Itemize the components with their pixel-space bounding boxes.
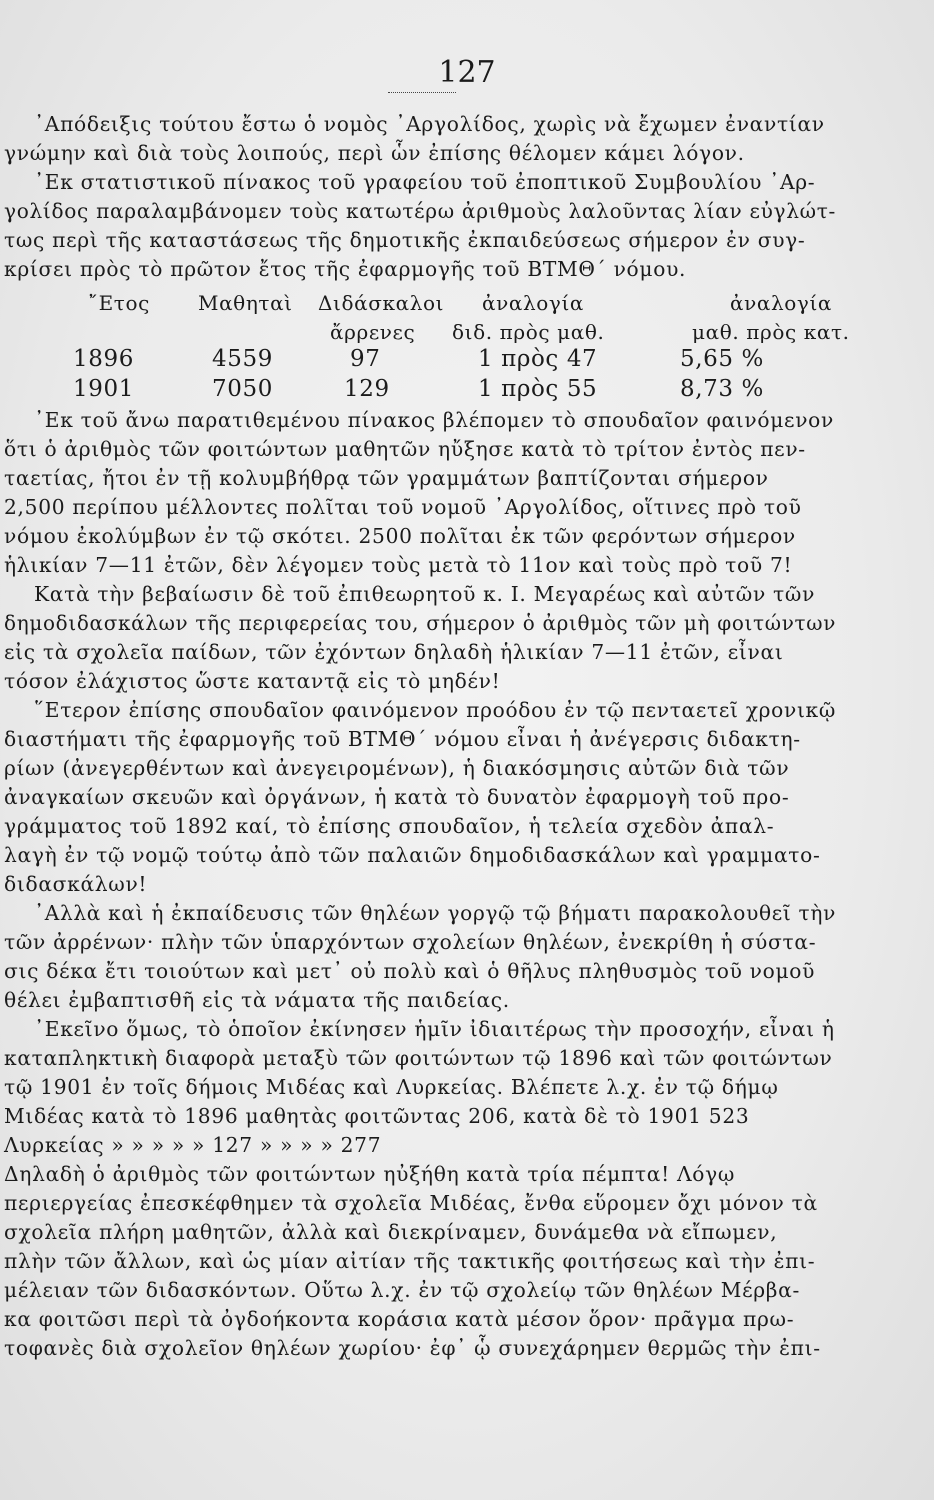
text-line: μέλειαν τῶν διδασκόντων. Οὕτω λ.χ. ἐν τῷ σχολείῳ τῶν θηλέων Μέρβα- (4, 1278, 801, 1302)
text-line: καταπληκτικὴ διαφορὰ μεταξὺ τῶν φοιτώντων τῷ 1896 καὶ τῶν φοιτώντων (4, 1046, 833, 1070)
text-line: γράμματος τοῦ 1892 καί, τὸ ἐπίσης σπουδαῖον, ἡ τελεία σχεδὸν ἀπαλ- (4, 814, 775, 838)
text-line: θέλει ἐμβαπτισθῆ εἰς τὰ νάματα τῆς παιδείας. (4, 988, 510, 1012)
text-line: εἰς τὰ σχολεῖα παίδων, τῶν ἐχόντων δηλαδὴ ἡλικίαν 7—11 ἐτῶν, εἶναι (4, 640, 784, 664)
table-cell: 4559 (212, 346, 273, 372)
text-line: σις δέκα ἔτι τοιούτων καὶ μετ᾿ οὐ πολὺ καὶ ὁ θῆλυς πληθυσμὸς τοῦ νομοῦ (4, 959, 816, 983)
text-line: Κατὰ τὴν βεβαίωσιν δὲ τοῦ ἐπιθεωρητοῦ κ. Ι. Μεγαρέως καὶ αὐτῶν τῶν (34, 582, 816, 606)
text-line: κα φοιτῶσι περὶ τὰ ὀγδοήκοντα κοράσια κατὰ μέσον ὅρον· πρᾶγμα πρω- (4, 1307, 795, 1331)
table-subheader-teacher-ratio: διδ. πρὸς μαθ. (452, 320, 605, 344)
text-line: ὅτι ὁ ἀριθμὸς τῶν φοιτώντων μαθητῶν ηὔξησε κατὰ τὸ τρίτον ἐντὸς πεν- (4, 437, 806, 461)
text-line: τόσον ἐλάχιστος ὥστε καταντᾷ εἰς τὸ μηδέν! (4, 669, 501, 693)
table-cell: 5,65 % (680, 346, 764, 372)
text-line: τως περὶ τῆς καταστάσεως τῆς δημοτικῆς ἐκπαιδεύσεως σήμερον ἐν συγ- (4, 228, 806, 252)
text-line: γνώμην καὶ διὰ τοὺς λοιπούς, περὶ ὧν ἐπίσης θέλομεν κάμει λόγον. (4, 141, 745, 165)
text-line: τῶν ἀρρένων· πλὴν τῶν ὑπαρχόντων σχολείων θηλέων, ἐνεκρίθη ἡ σύστα- (4, 930, 817, 954)
text-line: διδασκάλων! (4, 872, 148, 896)
text-line: διαστήματι τῆς ἐφαρμογῆς τοῦ ΒΤΜΘ΄ νόμου εἶναι ἡ ἀνέγερσις διδακτη- (4, 727, 801, 751)
statistics-table (0, 286, 934, 410)
table-subheader-male: ἄρρενες (330, 320, 416, 344)
header-rule (388, 92, 456, 93)
text-line: λαγὴ ἐν τῷ νομῷ τούτῳ ἀπὸ τῶν παλαιῶν δημοδιδασκάλων καὶ γραμματο- (4, 843, 821, 867)
table-cell: 1901 (73, 376, 134, 402)
text-line: τοφανὲς διὰ σχολεῖον θηλέων χωρίου· ἐφ᾿ ᾧ συνεχάρημεν θερμῶς τὴν ἐπι- (4, 1336, 821, 1360)
table-header-ratio-1: ἀναλογία (482, 291, 584, 315)
table-header-year: ῎Ετος (88, 291, 150, 315)
text-line: γολίδος παραλαμβάνομεν τοὺς κατωτέρω ἀριθμοὺς λαλοῦντας λίαν εὐγλώτ- (4, 199, 836, 223)
text-line: ἀναγκαίων σκευῶν καὶ ὀργάνων, ἡ κατὰ τὸ δυνατὸν ἐφαρμογὴ τοῦ προ- (4, 785, 790, 809)
text-line: νόμου ἐκολύμβων ἐν τῷ σκότει. 2500 πολῖται ἐκ τῶν φερόντων σήμερον (4, 524, 796, 548)
table-cell: 97 (350, 346, 381, 372)
table-subheader-pupil-ratio: μαθ. πρὸς κατ. (692, 320, 850, 344)
text-line: ῞Ετερον ἐπίσης σπουδαῖον φαινόμενον προόδου ἐν τῷ πενταετεῖ χρονικῷ (34, 698, 836, 722)
text-line: ᾿Αλλὰ καὶ ἡ ἐκπαίδευσις τῶν θηλέων γοργῷ τῷ βήματι παρακολουθεῖ τὴν (34, 901, 836, 925)
text-line: πλὴν τῶν ἄλλων, καὶ ὡς μίαν αἰτίαν τῆς τακτικῆς φοιτήσεως καὶ τὴν ἐπι- (4, 1249, 816, 1273)
table-header-pupils: Μαθηταὶ (198, 291, 293, 315)
text-line: ταετίας, ἤτοι ἐν τῇ κολυμβήθρᾳ τῶν γραμμάτων βαπτίζονται σήμερον (4, 466, 769, 490)
text-line: περιεργείας ἐπεσκέφθημεν τὰ σχολεῖα Μιδέας, ἔνθα εὕρομεν ὄχι μόνον τὰ (4, 1191, 818, 1215)
text-line: ᾿Εκ στατιστικοῦ πίνακος τοῦ γραφείου τοῦ ἐποπτικοῦ Συμβουλίου ᾿Αρ- (34, 170, 816, 194)
text-line: Λυρκείας » » » » » 127 » » » » 277 (4, 1133, 382, 1157)
text-line: ἡλικίαν 7—11 ἐτῶν, δὲν λέγομεν τοὺς μετὰ τὸ 11ον καὶ τοὺς πρὸ τοῦ 7! (4, 553, 793, 577)
text-line: 2,500 περίπου μέλλοντες πολῖται τοῦ νομοῦ ᾿Αργολίδος, οἵτινες πρὸ τοῦ (4, 495, 802, 519)
text-line: ρίων (ἀνεγερθέντων καὶ ἀνεγειρομένων), ἡ διακόσμησις αὐτῶν διὰ τῶν (4, 756, 790, 780)
text-line: Μιδέας κατὰ τὸ 1896 μαθητὰς φοιτῶντας 206, κατὰ δὲ τὸ 1901 523 (4, 1104, 750, 1128)
body-paragraphs (4, 406, 836, 1363)
text-line: Δηλαδὴ ὁ ἀριθμὸς τῶν φοιτώντων ηὐξήθη κατὰ τρία πέμπτα! Λόγῳ (4, 1162, 736, 1186)
table-cell: 8,73 % (680, 376, 764, 402)
table-cell: 129 (344, 376, 390, 402)
text-line: δημοδιδασκάλων τῆς περιφερείας του, σήμερον ὁ ἀριθμὸς τῶν μὴ φοιτώντων (4, 611, 836, 635)
table-cell: 1 πρὸς 47 (478, 346, 598, 372)
text-line: ᾿Απόδειξις τούτου ἔστω ὁ νομὸς ᾿Αργολίδος, χωρὶς νὰ ἔχωμεν ἐναντίαν (34, 112, 825, 136)
text-line: ᾿Εκεῖνο ὅμως, τὸ ὁποῖον ἐκίνησεν ἡμῖν ἰδιαιτέρως τὴν προσοχήν, εἶναι ἡ (34, 1017, 835, 1041)
text-line: ᾿Εκ τοῦ ἄνω παρατιθεμένου πίνακος βλέπομεν τὸ σπουδαῖον φαινόμενον (34, 408, 834, 432)
intro-paragraphs (4, 110, 836, 284)
text-line: σχολεῖα πλήρη μαθητῶν, ἀλλὰ καὶ διεκρίναμεν, δυνάμεθα νὰ εἴπωμεν, (4, 1220, 778, 1244)
page-number: 127 (438, 55, 496, 90)
table-cell: 1 πρὸς 55 (478, 376, 598, 402)
table-cell: 7050 (212, 376, 273, 402)
text-line: τῷ 1901 ἐν τοῖς δήμοις Μιδέας καὶ Λυρκείας. Βλέπετε λ.χ. ἐν τῷ δήμῳ (4, 1075, 779, 1099)
table-cell: 1896 (73, 346, 134, 372)
text-line: κρίσει πρὸς τὸ πρῶτον ἔτος τῆς ἐφαρμογῆς τοῦ ΒΤΜΘ΄ νόμου. (4, 257, 687, 281)
table-header-ratio-2: ἀναλογία (730, 291, 832, 315)
table-header-teachers: Διδάσκαλοι (318, 291, 445, 315)
